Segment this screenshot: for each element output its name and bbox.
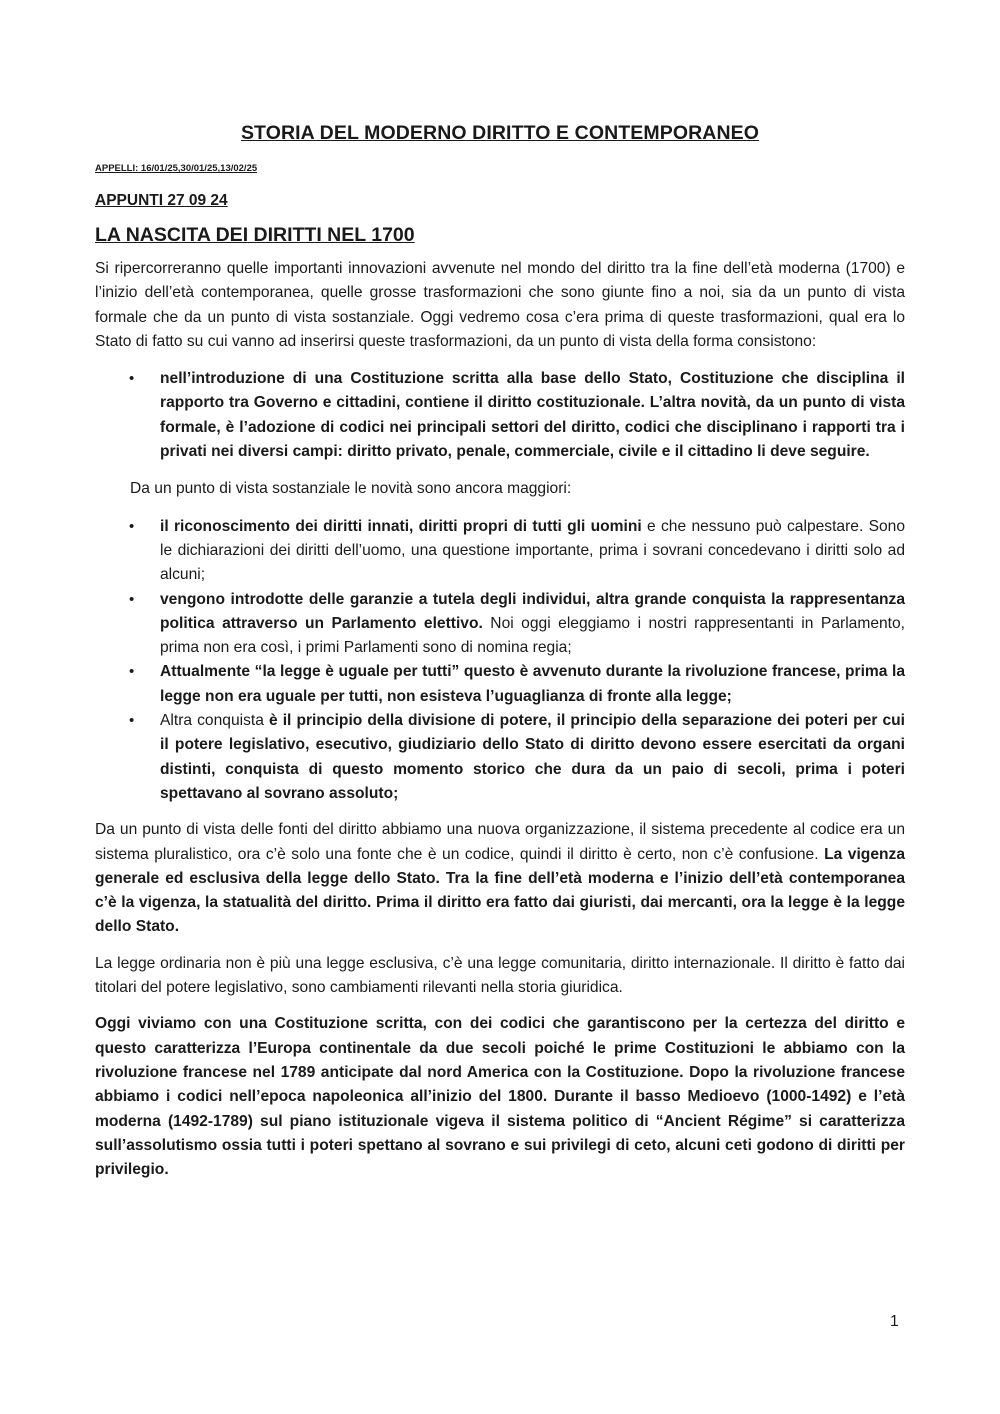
- list-item: [95, 588, 905, 661]
- list-item-text: Noi oggi eleggiamo i nostri rappresentanti in Parlamento, prima non era così, i primi Parlamenti sono di nomina regia;: [160, 614, 905, 657]
- section-title: LA NASCITA DEI DIRITTI NEL 1700: [95, 224, 415, 246]
- list-item-prefix: Altra conquista: [160, 712, 269, 730]
- list-item: [95, 515, 905, 588]
- bullet-icon: •: [129, 517, 135, 535]
- today-bold-text: Oggi viviamo con una Costituzione scritta, con dei codici che garantiscono per la certezza del diritto e questo caratterizza l’Europa continentale da due secoli poiché le prime Costituzioni le abbiamo con la rivoluzione francese nel 1789 anticipate dal nord America con la Costituzione. Dopo la rivoluzione francese abbiamo i codici nell’epoca napoleonica all’inizio del 1800. Durante il basso Medioevo (1000-1492) e l’età moderna (1492-1789) sul piano istituzionale vigeva il sistema politico di “Ancient Régime” si caratterizza sull’assolutismo ossia tutti i poteri spettano al sovrano e sui privilegi di ceto, alcuni ceti godono di diritti per privilegio.: [95, 1015, 905, 1179]
- document-page: [95, 0, 905, 1182]
- notes-date-heading: APPUNTI 27 09 24: [95, 192, 228, 209]
- list-item-text: e che nessuno può calpestare. Sono le dichiarazioni dei diritti dell’uomo, una questione importante, prima i sovrani concedevano i diritti solo ad alcuni;: [160, 517, 905, 584]
- list-item-bold: vengono introdotte delle garanzie a tutela degli individui, altra grande conquista la rappresentanza politica attraverso un Parlamento elettivo.: [160, 590, 905, 632]
- list-item-bold: il riconoscimento dei diritti innati, diritti propri di tutti gli uomini: [160, 517, 642, 535]
- list-item: [95, 660, 905, 709]
- bullet-icon: •: [129, 663, 135, 681]
- list-item: [95, 367, 905, 464]
- ordinary-law-paragraph: La legge ordinaria non è più una legge esclusiva, c’è una legge comunitaria, diritto internazionale. Il diritto è fatto dai titolari del potere legislativo, sono cambiamenti rilevanti nella storia giuridica.: [95, 954, 905, 997]
- list-item-bold: nell’introduzione di una Costituzione scritta alla base dello Stato, Costituzione che disciplina il rapporto tra Governo e cittadini, contiene il diritto costituzionale. L’altra novità, da un punto di vista formale, è l’adozione di codici nei principali settori del diritto, codici che disciplinano i rapporti tra i privati nei diversi campi: diritto privato, penale, commerciale, civile e il cittadino li deve seguire.: [160, 370, 905, 461]
- substantial-changes-list: [95, 515, 905, 807]
- list-item-bold: è il principio della divisione di potere, il principio della separazione dei poteri per cui il potere legislativo, esecutivo, giudiziario dello Stato di diritto devono essere esercitati da organi distinti, conquista di questo momento storico che dura da un paio di secoli, prima i poteri spettavano al sovrano assoluto;: [160, 712, 905, 802]
- document-title: STORIA DEL MODERNO DIRITTO E CONTEMPORANEO: [240, 122, 760, 144]
- sources-bold-text: La vigenza generale ed esclusiva della legge dello Stato. Tra la fine dell’età moderna e l’inizio dell’età contemporanea c’è la vigenza, la statualità del diritto. Prima il diritto era fatto dai giuristi, dai mercanti, ora la legge è la legge dello Stato.: [95, 845, 905, 936]
- substantial-intro: Da un punto di vista sostanziale le novità sono ancora maggiori:: [130, 480, 572, 498]
- bullet-icon: •: [129, 370, 135, 388]
- formal-changes-list: [95, 367, 905, 464]
- exam-dates: APPELLI: 16/01/25,30/01/25,13/02/25: [95, 163, 258, 174]
- sources-paragraph: [95, 818, 905, 939]
- intro-paragraph: Si ripercorreranno quelle importanti innovazioni avvenute nel mondo del diritto tra la fine dell’età moderna (1700) e l’inizio dell’età contemporanea, quelle grosse trasformazioni che sono giunte fino a noi, sia da un punto di vista formale che da un punto di vista sostanziale. Oggi vedremo cosa c’era prima di queste trasformazioni, qual era lo Stato di fatto su cui vanno ad inserirsi queste trasformazioni, da un punto di vista della forma consistono:: [95, 260, 905, 350]
- bullet-icon: •: [129, 590, 135, 608]
- list-item-bold: Attualmente “la legge è uguale per tutti” questo è avvenuto durante la rivoluzione francese, prima la legge non era uguale per tutti, non esisteva l’uguaglianza di fronte alla legge;: [160, 663, 905, 705]
- today-paragraph: [95, 1012, 905, 1182]
- page-number: 1: [890, 1313, 899, 1330]
- sources-text: Da un punto di vista delle fonti del diritto abbiamo una nuova organizzazione, il sistema precedente al codice era un sistema pluralistico, ora c’è solo una fonte che è un codice, quindi il diritto è certo, non c’è confusione.: [95, 821, 905, 863]
- list-item: [95, 709, 905, 806]
- bullet-icon: •: [129, 712, 135, 730]
